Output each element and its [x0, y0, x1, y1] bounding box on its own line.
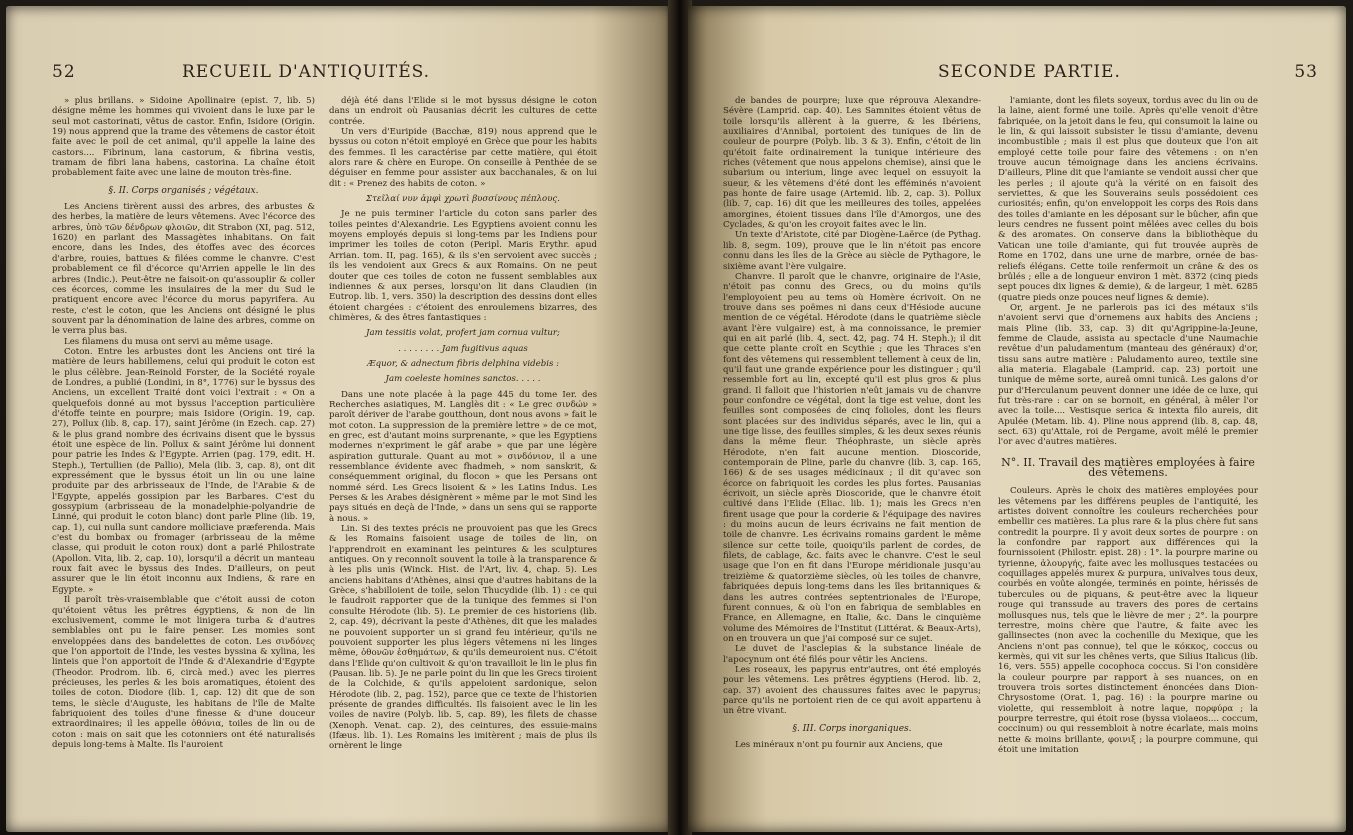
- section-heading: §. III. Corps inorganiques.: [792, 723, 912, 734]
- verse-quote: Στεῖλαί νυν ἀμφὶ χρωτὶ βυσσίνους πέπλους.: [366, 194, 560, 205]
- right-column-2: [998, 96, 1258, 821]
- right-column-1: [723, 96, 981, 821]
- paragraph: » plus brillans. » Sidoine Apollinaire (epist. 7, lib. 5) désigne même les hommes qui vivoient dans le luxe par le seul mot castorinati, vêtus de castor. Enfin, Isidore (Origin. 19) nous apprend que la trame des vêtemens de castor étoit faite avec le poil de cet animal, qu'il appelle la laine des castors.... Fibrinum, lana castorum, & fibrina vestis, tramam de fibri lana habens, castorina. La chaîne étoit probablement faite avec une laine de mouton très-fine.: [52, 96, 315, 179]
- right-page-number: 53: [1294, 62, 1318, 82]
- paragraph: Couleurs. Après le choix des matières employées pour les vêtemens par les différens peuples de l'antiquité, les artistes doivent connoître les couleurs recherchées pour embellir ces matières. La plus rare & la plus chère fut sans contredit la pourpre. Il y avoit deux sortes de pourpre : on la confondre par rapport aux différences qui la fournissoient (Philostr. epist. 28) : 1°. la pourpre marine ou tyrienne, ἁλουργής, faite avec les mollusques testacées ou coquillages appelés murex & purpura, univalves tous deux, courbés en voûte alongée, terminés en pointe, hérissés de tubercules ou de piquans, & peut-être avec la liqueur rouge qui transsude au travers des pores de certains mollusques nus, tels que le lièvre de mer ; 2°. la pourpre terrestre, moins chère que l'autre, & faite avec les gallinsectes (non avec la cochenille du Mexique, que les Anciens n'ont pas connue), tel que le κόκκος, coccus ou kermès, qui vit sur les chênes verts, que Silius Italicus (lib. 16, vers. 555) appelle cocophoca coccus. Si l'on considère la couleur pourpre par rapport à ses nuances, on en trouvera trois sortes distinctement énoncées dans Dion-Chrysostome (Orat. 1, pag. 16) : la pourpre marine ou violette, qui ressembloit à notre laque, πορφύρα ; la pourpre terrestre, qui étoit rose (byssa violaeos.... coccum, coccinum) ou qui ressembloit à notre écarlate, mais moins nette & moins brillante, φοινιξ ; la pourpre commune, qui étoit une imitation: [998, 486, 1258, 755]
- left-running-head: [52, 62, 667, 92]
- paragraph: déjà été dans l'Elide si le mot byssus désigne le coton dans un endroit où Pausanias décrit les cultures de cette contrée.: [329, 96, 597, 127]
- verse-quote: Æquor, & adnectum fibris delphina videbis :: [367, 358, 559, 369]
- paragraph: Il paroît très-vraisemblable que c'étoit aussi de coton qu'étoient vêtus les prêtres égyptiens, & non de lin exclusivement, comme le mot linigera turba & d'autres semblables ont pu le faire penser. Les momies sont enveloppées dans des bandelettes de coton. Les σινδόνες que l'on apportoit de l'Inde, les vestes byssina & xylina, les linteis que l'on apportoit de l'Inde & d'Alexandrie d'Egypte (Theodor. Prodrom. lib. 6, circà med.) avec les pierres précieuses, les perles & les bois aromatiques, étoient des toiles de coton. Diodore (lib. 1, cap. 12) dit que de son tems, le siècle d'Auguste, les habitans de l'île de Malte fabriquoient des toiles d'une finesse & d'une douceur extraordinaires; il les appelle ὀθόνια, toiles de lin ou de coton : mais on sait que les cotonniers ont été naturalisés depuis long-tems à Malte. Ils l'auroient: [52, 595, 315, 750]
- paragraph: Or, argent. Je ne parlerois pas ici des métaux s'ils n'avoient servi que d'ornemens aux habits des Anciens ; mais Pline (lib. 33, cap. 3) dit qu'Agrippine-la-Jeune, femme de Claude, assista au spectacle d'une Naumachie revêtue d'un paludamentum (manteau des généraux) d'or, tissu sans autre matière : Paludamento aureo, textile sine alia materia. Elagabale (Lamprid. cap. 23) portoit une tunique de même sorte, aureâ omni tunicâ. Les galons d'or pur d'Herculanum peuvent donner une idée de ce luxe, qui fut très-rare : car on se bornoit, en général, à mêler l'or avec la toile.... Vestisque serica & intexta filo aureis, dit Apulée (Metam. lib. 4). Pline nous apprend (lib. 8, cap. 48, sect. 63) qu'Attale, roi de Pergame, avoit mêlé le premier l'or avec d'autres matières.: [998, 302, 1258, 448]
- right-page: [688, 6, 1346, 832]
- left-page-title: RECUEIL D'ANTIQUITÉS.: [182, 62, 431, 82]
- paragraph: l'amiante, dont les filets soyeux, tordus avec du lin ou de la laine, aient formé une toile. Après qu'elle venoit d'être fabriquée, on la jetoit dans le feu, qui consumoit la laine ou le lin, & qui laissoit subsister le tissu d'amiante, devenu incombustible ; mais il est plus que douteux que l'on ait employé cette toile pour faire des vêtemens : on n'en trouve aucun témoignage dans les anciens écrivains. D'ailleurs, Pline dit que l'amiante se vendoit aussi cher que les perles ; il ajoute qu'à la vérité on en faisoit des serviettes, & que les Souverains seuls possédoient ces curiosités; enfin, qu'on enveloppoit les corps des Rois dans des toiles d'amiante en les déposant sur le bûcher, afin que leurs cendres ne fussent point mêlées avec celles du bois & des aromates. On conserve dans la bibliothèque du Vatican une toile d'amiante, qui fut trouvée auprès de Rome en 1702, dans une urne de marbre, ornée de bas-reliefs élégans. Cette toile renfermoit un crâne & des os brûlés ; elle a de longueur environ 1 mèt. 8372 (cinq pieds sept pouces dix lignes & demie), & de largeur, 1 mèt. 6285 (quatre pieds onze pouces neuf lignes & demie).: [998, 96, 1258, 303]
- paragraph: Un texte d'Aristote, cité par Diogène-Laërce (de Pythag. lib. 8, segm. 109), prouve que le lin n'étoit pas encore connu dans les îles de la Grèce au siècle de Pythagore, le sixième avant l'ère vulgaire.: [723, 230, 981, 272]
- paragraph: Chanvre. Il paroît que le chanvre, originaire de l'Asie, n'étoit pas connu des Grecs, ou du moins qu'ils l'employoient peu au tems où Homère écrivoit. On ne trouve dans ses poëmes ni dans ceux d'Hésiode aucune mention de ce végétal. Hérodote (dans le quatrième siècle avant l'ère vulgaire) est, à ma connoissance, le premier qui en ait parlé (lib. 4, sect. 42, pag. 74 H. Steph.); il dit que cette plante croît en Scythie ; que les Thraces s'en font des vêtemens qui ressemblent tellement à ceux de lin, qu'il faut une grande expérience pour les distinguer ; qu'il ressemble fort au lin, excepté qu'il est plus gros & plus grand. Il falloit que l'historien n'eût jamais vu de chanvre pour confondre ce végétal, dont la tige est velue, dont les feuilles sont composées de cinq folioles, dont les fleurs sont placées sur des individus séparés, avec le lin, qui a une tige lisse, des feuilles simples, & les deux sexes réunis dans la même fleur. Théophraste, un siècle après Hérodote, n'en fait aucune mention. Dioscoride, contemporain de Pline, parle du chanvre (lib. 3, cap. 165, 166) & de ses usages médicinaux ; il dit qu'avec son écorce on fabriquoit les cordes les plus fortes. Pausanias écrivoit, un siècle après Dioscoride, que le chanvre étoit cultivé dans l'Elide (Eliac. lib. 1); mais les Grecs n'en firent usage que pour la corderie & l'équipage des navires : du moins aucun de leurs écrivains ne fait mention de toile de chanvre. Les écrivains romains gardent le même silence sur cette toile, quoiqu'ils parlent de cordes, de filets, de cablage, &c. faits avec le chanvre. C'est le seul usage que l'on en fit dans l'Europe méridionale jusqu'au treizième & quatorzième siècles, où les toiles de chanvre, fabriquées depuis long-tems dans les îles britanniques & dans les autres contrées septentrionales de l'Europe, furent connues, & où l'on en fabriqua de semblables en France, en Allemagne, en Italie, &c. Dans le cinquième volume des Mémoires de l'Institut (Littérat. & Beaux-Arts), on en trouvera un que j'ai composé sur ce sujet.: [723, 271, 981, 644]
- paragraph: Lin. Si des textes précis ne prouvoient pas que les Grecs & les Romains faisoient usage de toiles de lin, on l'apprendroit en examinant les peintures & les sculptures antiques. On y reconnoît souvent la toile à la transparence & à les plis unis (Winck. Hist. de l'Art, liv. 4, chap. 5). Les anciens habitans d'Athènes, ainsi que d'autres habitans de la Grèce, s'habilloient de toile, selon Thucydide (lib. 1) : ce qui le faudroit rapporter que de la tunique des femmes si l'on consulte Hérodote (lib. 5). Le premier de ces historiens (lib. 2, cap. 49), décrivant la peste d'Athènes, dit que les malades ne pouvoient supporter un si grand feu intérieur, qu'ils ne pouvoient supporter les plus légers vêtemens ni les linges même, ὀθονῶν ἐσθημάτων, & qu'ils demeuroient nus. C'étoit dans l'Elide qu'on cultivoit & qu'on travailloit le lin le plus fin (Pausan. lib. 5). Je ne parle point du lin que les Grecs tiroient de la Colchide, & qu'ils appeloient sardonique, selon Hérodote (lib. 2, pag. 152), parce que ce texte de l'historien présente de grandes difficultés. Ils faisoient avec le lin les voiles de navire (Polyb. lib. 5, cap. 89), les filets de chasse (Xenoph. Venat. cap. 2), des ceintures, des essuie-mains (Ifæus. lib. 1). Les Romains les imitèrent ; mais de plus ils ornèrent le linge: [329, 524, 597, 752]
- verse-quote: . . . . . . . . Jam fugitivus aquas: [398, 343, 528, 354]
- paragraph: Le duvet de l'asclepias & la substance linéale de l'apocynum ont été filés pour vêtir les Anciens.: [723, 644, 981, 665]
- paragraph: Les filamens du musa ont servi au même usage.: [64, 336, 273, 347]
- paragraph: Les minéraux n'ont pu fournir aux Anciens, que: [735, 739, 943, 750]
- verse-quote: Jam tessitis volat, profert jam cornua vultur;: [366, 328, 560, 339]
- left-column-1: [52, 96, 315, 821]
- left-page: [6, 6, 672, 832]
- section-heading: N°. II. Travail des matières employées à faire des vêtemens.: [1001, 455, 1255, 480]
- right-running-head: [718, 62, 1318, 92]
- paragraph: Un vers d'Euripide (Bacchæ, 819) nous apprend que le byssus ou coton n'étoit employé en Grèce que pour les habits des femmes. Il les caractérise par cette matière, qui étoit alors rare & chère en Europe. On conseille à Penthée de se déguiser en femme pour assister aux bacchanales, & on lui dit : « Prenez des habits de coton. »: [329, 127, 597, 189]
- paragraph: Les roseaux, les papyrus entr'autres, ont été employés pour les vêtemens. Les prêtres égyptiens (Herod. lib. 2, cap. 37) avoient des chaussures faites avec le papyrus; parce qu'ils ne portoient rien de ce qui avoit appartenu à un être vivant.: [723, 664, 981, 717]
- paragraph: Les Anciens tirèrent aussi des arbres, des arbustes & des herbes, la matière de leurs vêtemens. Avec l'écorce des arbres, ὑπὸ τῶν δένδρων φλοιῶν, dit Strabon (XI, pag. 512, 1620) en parlant des Massagètes inhabitans. On fait encore, dans les Indes, des étoffes avec des écorces d'arbre, rouies, battues & filées comme le chanvre. C'est probablement ce fil d'écorce qu'Arrien appelle le lin des arbres (Indic.). Peut-être ne faisoit-on qu'assouplir & coller ces écorces, comme les insulaires de la mer du Sud le pratiquent encore avec l'écorce du morus papyrifera. Au reste, c'est le coton, que les Anciens ont désigné le plus souvent par la dénomination de laine des arbres, comme on le verra plus bas.: [52, 202, 315, 337]
- verse-quote: Jam coeleste homines sanctos. . . . .: [385, 374, 541, 385]
- paragraph: Dans une note placée à la page 445 du tome Ier. des Recherches asiatiques, M. Langlès dit : « Le grec σινδών » paroît dériver de l'arabe goutthoun, dont nous avons » fait le mot coton. La suppression de la première lettre » de ce mot, en grec, est d'autant moins surprenante, » que les Egyptiens modernes n'expriment le gâf arabe » que par une légère aspiration gutturale. Quant au mot » σινδόνιον, il a une ressemblance évidente avec fhadmeh, » nom sanskrit, & conséquemment original, du flocon » que les Persans ont nommé sérd. Les Grecs lisoient & » les Latins Indus. Les Perses & les Arabes désignèrent » même par le mot Sind les pays situés en deçà de l'Inde, » dans un sens qui se rapporte à nous. »: [329, 389, 597, 524]
- paragraph: Coton. Entre les arbustes dont les Anciens ont tiré la matière de leurs habillemens, celui qui produit le coton est le plus célèbre. Jean-Reinold Forster, de la Société royale de Londres, a publié (Londini, in 8°, 1776) sur le byssus des Anciens, un excellent Traité dont voici l'extrait : « On a quelquefois donné au mot byssus l'acception particulière d'étoffe teinte en pourpre; mais Isidore (Origin. 19, cap. 27), Pollux (lib. 8, cap. 17), saint Jérôme (in Ezech. cap. 27) & le plus grand nombre des écrivains disent que le byssus étoit une espèce de lin. Pollux & saint Jérôme lui donnent pour patrie les Indes & l'Egypte. Arrien (pag. 179, edit. H. Steph.), Tertullien (de Pallio), Mela (lib. 3, cap. 8), ont dit expressément que le byssus étoit un lin ou une laine produite par des arbrisseaux de l'Inde, de l'Arabie & de l'Egypte, appelés gossipion par les Barbares. C'est du gossypium (arbrisseau de la monadelphie-polyandrie de Linné, qui produit le coton blanc) dont parle Pline (lib. 19, cap. 1), cui nulla sunt candore molliciave præferenda. Mais c'est du bombax ou fromager (arbrisseau de la même classe, qui produit le coton roux) dont a parlé Philostrate (Apollon. Vita, lib. 2, cap. 10), lorsqu'il a décrit un manteau roux fait avec le byssus des Indes. D'ailleurs, on peut assurer que le lin étoit inconnu aux Indiens, & rare en Egypte. »: [52, 346, 315, 595]
- section-heading: §. II. Corps organisés ; végétaux.: [108, 185, 259, 196]
- paragraph: Je ne puis terminer l'article du coton sans parler des toiles peintes d'Alexandrie. Les Egyptiens avoient connu les moyens employés depuis si long-tems par les Indiens pour imprimer les toiles de coton (Peripl. Maris Erythr. apud Arrian. tom. II, pag. 165), & ils s'en servoient avec succès ; ils les vendoient aux Grecs & aux Romains. On ne peut douter que ces toiles de coton ne fussent semblables aux indiennes & aux perses, lorsqu'on lit dans Claudien (in Eutrop. lib. 1, vers. 350) la description des dessins dont elles étoient chargées : c'étoient des enroulemens bizarres, des chimères, & des êtres fantastiques :: [329, 209, 597, 323]
- right-page-title: SECONDE PARTIE.: [938, 62, 1121, 82]
- paragraph: de bandes de pourpre; luxe que réprouva Alexandre-Sévère (Lamprid. cap. 40). Les Samnites étoient vêtus de toile lorsqu'ils allèrent à la guerre, & les Ibériens, auxiliaires d'Annibal, portoient des tuniques de lin de couleur de pourpre (Polyb. lib. 3 & 3). Enfin, c'étoit de lin qu'étoit faite ordinairement la tunique intérieure des riches (vêtement que nous appelons chemise), ainsi que le subarium ou interium, linge avec lequel on essuyoit la sueur, & les vêtemens d'été dont les efféminés n'avoient pas honte de faire usage (Artemid. lib. 2, cap. 3). Pollux (lib. 7, cap. 16) dit que les meilleures des toiles, appelées amorgines, étoient tissues dans l'île d'Amorgos, une des Cyclades, & qu'on les croyoit faites avec le lin.: [723, 96, 981, 231]
- left-column-2: [329, 96, 597, 821]
- left-page-number: 52: [52, 62, 76, 82]
